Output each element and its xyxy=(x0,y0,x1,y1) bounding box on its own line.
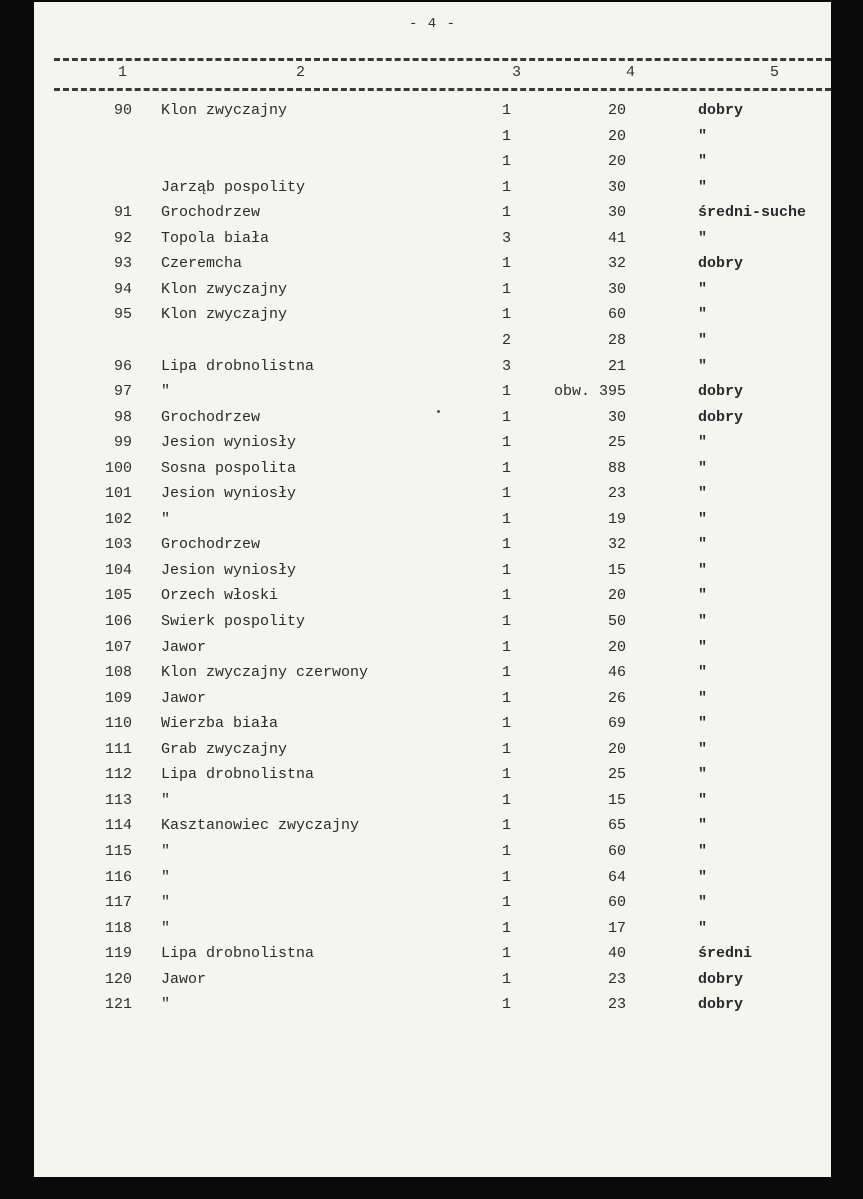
table-row xyxy=(34,532,831,557)
row-number: 121 xyxy=(104,996,132,1014)
tree-count: 1 xyxy=(502,383,512,401)
tree-condition: " xyxy=(698,331,708,349)
trunk-size: 23 xyxy=(607,485,626,503)
row-number: 101 xyxy=(104,485,132,503)
row-number: 107 xyxy=(104,638,132,656)
table-row xyxy=(34,788,831,813)
column-header-5: 5 xyxy=(770,64,780,81)
tree-count: 1 xyxy=(502,664,512,682)
table-row xyxy=(34,686,831,711)
tree-species: Jesion wyniosły xyxy=(161,485,297,503)
table-row xyxy=(34,839,831,864)
table-row xyxy=(34,558,831,583)
row-number: 96 xyxy=(113,357,132,375)
row-number: 102 xyxy=(104,510,132,528)
tree-count: 1 xyxy=(502,919,512,937)
tree-species: Jawor xyxy=(161,689,207,707)
tree-condition: " xyxy=(698,485,708,503)
trunk-size: 23 xyxy=(607,970,626,988)
table-row xyxy=(34,583,831,608)
table-row xyxy=(34,328,831,353)
trunk-size: 41 xyxy=(607,229,626,247)
table-row xyxy=(34,481,831,506)
row-number: 111 xyxy=(104,740,132,758)
table-row xyxy=(34,379,831,404)
tree-count: 1 xyxy=(502,894,512,912)
table-row xyxy=(34,456,831,481)
tree-condition: dobry xyxy=(698,408,744,426)
trunk-size: 69 xyxy=(607,715,626,733)
tree-species: Jesion wyniosły xyxy=(161,561,297,579)
row-number: 99 xyxy=(113,434,132,452)
row-number: 103 xyxy=(104,536,132,554)
trunk-size: 88 xyxy=(607,459,626,477)
tree-condition: " xyxy=(698,894,708,912)
tree-species: Klon zwyczajny xyxy=(161,102,288,119)
tree-count: 1 xyxy=(502,127,512,145)
table-row xyxy=(34,635,831,660)
trunk-size: 19 xyxy=(607,510,626,528)
tree-count: 1 xyxy=(502,408,512,426)
tree-species: " xyxy=(161,510,171,528)
tree-condition: " xyxy=(698,510,708,528)
column-header-1: 1 xyxy=(118,64,128,81)
row-number: 112 xyxy=(104,766,132,784)
row-number: 110 xyxy=(104,715,132,733)
table-row xyxy=(34,98,831,123)
trunk-size: 21 xyxy=(607,357,626,375)
table-row xyxy=(34,226,831,251)
table-row xyxy=(34,711,831,736)
tree-species: " xyxy=(161,919,171,937)
tree-count: 1 xyxy=(502,561,512,579)
trunk-size: 20 xyxy=(607,587,626,605)
trunk-size: obw. 395 xyxy=(553,383,626,401)
tree-species: " xyxy=(161,894,171,912)
tree-species: Grochodrzew xyxy=(161,408,261,426)
row-number: 98 xyxy=(113,408,132,426)
document-page xyxy=(34,2,831,1177)
tree-count: 1 xyxy=(502,970,512,988)
tree-species: Lipa drobnolistna xyxy=(161,945,315,963)
row-number: 108 xyxy=(104,664,132,682)
header-rule-bottom xyxy=(54,88,831,91)
tree-species: " xyxy=(161,383,171,401)
tree-count: 1 xyxy=(502,638,512,656)
table-row xyxy=(34,660,831,685)
tree-condition: dobry xyxy=(698,970,744,988)
tree-condition: dobry xyxy=(698,996,744,1014)
table-row xyxy=(34,354,831,379)
table-row xyxy=(34,967,831,992)
row-number: 97 xyxy=(113,383,132,401)
column-header-2: 2 xyxy=(296,64,306,81)
table-row xyxy=(34,405,831,430)
tree-count: 1 xyxy=(502,280,512,298)
tree-condition: " xyxy=(698,357,708,375)
row-number: 114 xyxy=(104,817,132,835)
row-number: 92 xyxy=(113,229,132,247)
tree-condition: dobry xyxy=(698,102,744,119)
table-row xyxy=(34,762,831,787)
row-number: 104 xyxy=(104,561,132,579)
tree-count: 1 xyxy=(502,945,512,963)
tree-count: 1 xyxy=(502,842,512,860)
tree-count: 1 xyxy=(502,102,512,119)
tree-condition: " xyxy=(698,740,708,758)
tree-species: Kasztanowiec zwyczajny xyxy=(161,817,360,835)
trunk-size: 17 xyxy=(607,919,626,937)
tree-species: Grochodrzew xyxy=(161,536,261,554)
table-row xyxy=(34,200,831,225)
tree-species: " xyxy=(161,791,171,809)
column-header-4: 4 xyxy=(626,64,636,81)
tree-species: Sosna pospolita xyxy=(161,459,297,477)
tree-count: 1 xyxy=(502,791,512,809)
table-row xyxy=(34,609,831,634)
tree-count: 1 xyxy=(502,153,512,171)
tree-species: Topola biała xyxy=(161,229,270,247)
tree-species: Grochodrzew xyxy=(161,204,261,222)
table-row xyxy=(34,507,831,532)
trunk-size: 15 xyxy=(607,561,626,579)
header-rule-top xyxy=(54,58,831,61)
tree-condition: " xyxy=(698,561,708,579)
tree-count: 1 xyxy=(502,817,512,835)
tree-condition: średni xyxy=(698,945,753,963)
tree-species: Jawor xyxy=(161,638,207,656)
tree-species: Jawor xyxy=(161,970,207,988)
table-row xyxy=(34,124,831,149)
table-row xyxy=(34,251,831,276)
tree-count: 1 xyxy=(502,587,512,605)
tree-count: 1 xyxy=(502,766,512,784)
row-number: 113 xyxy=(104,791,132,809)
tree-count: 1 xyxy=(502,255,512,273)
tree-condition: " xyxy=(698,919,708,937)
trunk-size: 32 xyxy=(607,255,626,273)
tree-species: Klon zwyczajny xyxy=(161,306,288,324)
row-number: 94 xyxy=(113,280,132,298)
table-row xyxy=(34,302,831,327)
tree-condition: " xyxy=(698,766,708,784)
trunk-size: 32 xyxy=(607,536,626,554)
table-row xyxy=(34,277,831,302)
table-row xyxy=(34,430,831,455)
trunk-size: 30 xyxy=(607,408,626,426)
trunk-size: 65 xyxy=(607,817,626,835)
trunk-size: 20 xyxy=(607,638,626,656)
tree-condition: " xyxy=(698,587,708,605)
row-number: 118 xyxy=(104,919,132,937)
tree-count: 1 xyxy=(502,485,512,503)
row-number: 90 xyxy=(113,102,132,119)
tree-species: Lipa drobnolistna xyxy=(161,766,315,784)
trunk-size: 26 xyxy=(607,689,626,707)
tree-count: 1 xyxy=(502,715,512,733)
tree-condition: " xyxy=(698,817,708,835)
trunk-size: 60 xyxy=(607,894,626,912)
row-number: 120 xyxy=(104,970,132,988)
tree-species: Orzech włoski xyxy=(161,587,279,605)
tree-species: Jesion wyniosły xyxy=(161,434,297,452)
tree-condition: " xyxy=(698,715,708,733)
tree-count: 1 xyxy=(502,204,512,222)
row-number: 91 xyxy=(113,204,132,222)
tree-condition: " xyxy=(698,613,708,630)
column-header-3: 3 xyxy=(512,64,522,81)
tree-count: 1 xyxy=(502,613,512,630)
tree-count: 1 xyxy=(502,459,512,477)
tree-count: 1 xyxy=(502,306,512,324)
tree-condition: " xyxy=(698,689,708,707)
tree-count: 3 xyxy=(502,229,512,247)
tree-condition: średni-suche xyxy=(698,204,807,222)
tree-condition: " xyxy=(698,638,708,656)
row-number: 106 xyxy=(104,613,132,630)
trunk-size: 15 xyxy=(607,791,626,809)
tree-condition: " xyxy=(698,434,708,452)
table-row xyxy=(34,149,831,174)
tree-species: Swierk pospolity xyxy=(161,613,306,630)
tree-count: 1 xyxy=(502,434,512,452)
page-number: - 4 - xyxy=(408,16,456,32)
trunk-size: 20 xyxy=(607,127,626,145)
tree-species: Grab zwyczajny xyxy=(161,740,288,758)
row-number: 95 xyxy=(113,306,132,324)
tree-count: 3 xyxy=(502,357,512,375)
trunk-size: 30 xyxy=(607,280,626,298)
tree-condition: " xyxy=(698,229,708,247)
tree-count: 1 xyxy=(502,689,512,707)
tree-count: 1 xyxy=(502,536,512,554)
tree-condition: " xyxy=(698,306,708,324)
tree-condition: " xyxy=(698,664,708,682)
table-row xyxy=(34,890,831,915)
trunk-size: 30 xyxy=(607,204,626,222)
tree-species: " xyxy=(161,868,171,886)
trunk-size: 20 xyxy=(607,153,626,171)
tree-species: Czeremcha xyxy=(161,255,243,273)
tree-species: Jarząb pospolity xyxy=(161,178,306,196)
table-row xyxy=(34,865,831,890)
row-number: 100 xyxy=(104,459,132,477)
tree-species: Wierzba biała xyxy=(161,715,279,733)
tree-condition: " xyxy=(698,791,708,809)
trunk-size: 30 xyxy=(607,178,626,196)
tree-species: " xyxy=(161,996,171,1014)
row-number: 119 xyxy=(104,945,132,963)
tree-species: " xyxy=(161,842,171,860)
tree-condition: dobry xyxy=(698,255,744,273)
row-number: 115 xyxy=(104,842,132,860)
row-number: 109 xyxy=(104,689,132,707)
table-row xyxy=(34,175,831,200)
trunk-size: 20 xyxy=(607,102,626,119)
tree-count: 1 xyxy=(502,740,512,758)
tree-condition: " xyxy=(698,868,708,886)
tree-condition: dobry xyxy=(698,383,744,401)
table-row xyxy=(34,813,831,838)
tree-species: Klon zwyczajny xyxy=(161,280,288,298)
tree-count: 1 xyxy=(502,510,512,528)
trunk-size: 60 xyxy=(607,306,626,324)
row-number: 117 xyxy=(104,894,132,912)
table-row xyxy=(34,737,831,762)
trunk-size: 28 xyxy=(607,331,626,349)
trunk-size: 25 xyxy=(607,766,626,784)
tree-condition: " xyxy=(698,459,708,477)
tree-condition: " xyxy=(698,178,708,196)
tree-condition: " xyxy=(698,536,708,554)
trunk-size: 46 xyxy=(607,664,626,682)
table-row xyxy=(34,941,831,966)
tree-count: 2 xyxy=(502,331,512,349)
paper-speck xyxy=(437,410,440,413)
tree-condition: " xyxy=(698,842,708,860)
tree-condition: " xyxy=(698,127,708,145)
trunk-size: 20 xyxy=(607,740,626,758)
trunk-size: 50 xyxy=(607,613,626,630)
row-number: 93 xyxy=(113,255,132,273)
table-row xyxy=(34,916,831,941)
trunk-size: 40 xyxy=(607,945,626,963)
trunk-size: 23 xyxy=(607,996,626,1014)
tree-species: Klon zwyczajny czerwony xyxy=(161,664,369,682)
trunk-size: 60 xyxy=(607,842,626,860)
tree-condition: " xyxy=(698,153,708,171)
tree-count: 1 xyxy=(502,868,512,886)
tree-count: 1 xyxy=(502,996,512,1014)
row-number: 116 xyxy=(104,868,132,886)
trunk-size: 64 xyxy=(607,868,626,886)
row-number: 105 xyxy=(104,587,132,605)
tree-condition: " xyxy=(698,280,708,298)
tree-species: Lipa drobnolistna xyxy=(161,357,315,375)
trunk-size: 25 xyxy=(607,434,626,452)
table-row xyxy=(34,992,831,1017)
tree-count: 1 xyxy=(502,178,512,196)
